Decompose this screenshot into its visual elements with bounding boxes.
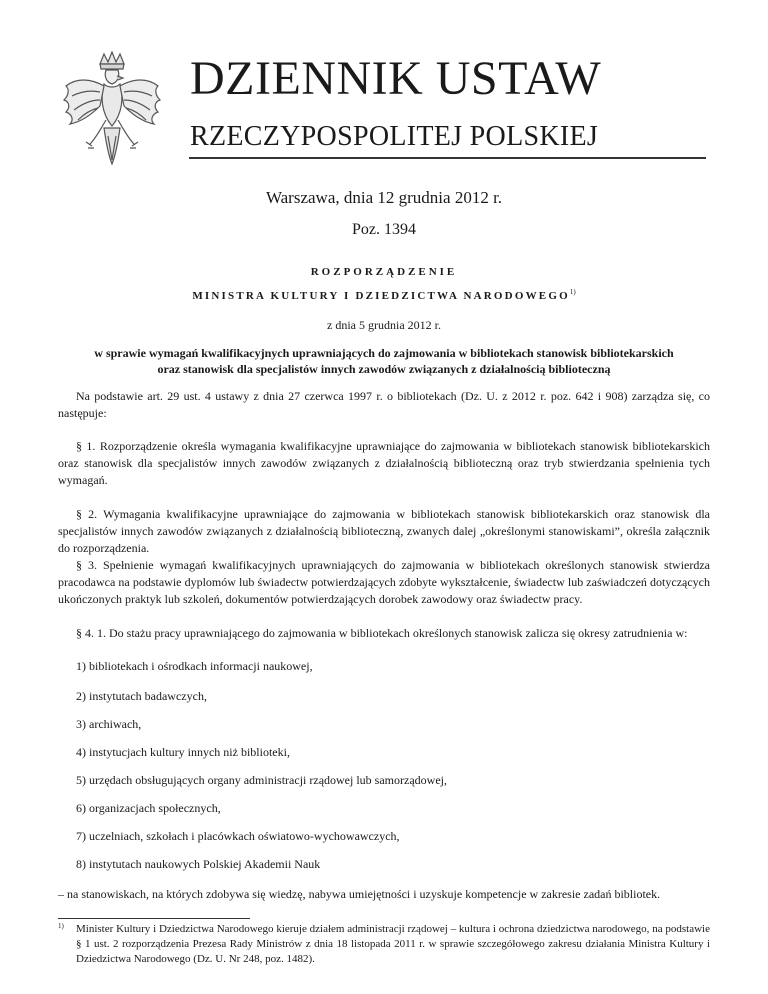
footnote-divider [58,918,250,919]
act-type: ROZPORZĄDZENIE [310,266,458,278]
act-subject-line-1: w sprawie wymagań kwalifikacyjnych uprawniających do zajmowania w bibliotekach stanowisk bibliotekarskich [94,346,674,360]
paragraph-4-closing: – na stanowiskach, na których zdobywa się wiedzę, nabywa umiejętności i uzyskuje kompetencje w zakresie zadań bibliotek. [58,887,661,901]
footnote-reference: 1) [569,288,576,296]
list-item: 4) instytucjach kultury innych niż biblioteki, [76,745,290,759]
journal-subtitle: RZECZYPOSPOLITEJ POLSKIEJ [190,121,599,152]
paragraph-4-intro: § 4. 1. Do stażu pracy uprawniającego do zajmowania w bibliotekach określonych stanowisk zalicza się okresy zatrudnienia w: [76,626,688,640]
act-issuer-text: MINISTRA KULTURY I DZIEDZICTWA NARODOWEGO [192,290,570,302]
title-divider [189,157,706,159]
act-issuer [0,288,768,302]
list-item: 8) instytutach naukowych Polskiej Akademii Nauk [76,857,321,871]
preamble: Na podstawie art. 29 ust. 4 ustawy z dnia 27 czerwca 1997 r. o bibliotekach (Dz. U. z 2012 r. poz. 642 i 908) zarządza się, co następuje: [58,389,710,420]
act-subject-line-2: oraz stanowisk dla specjalistów innych zawodów związanych z działalnością biblioteczną [157,362,611,376]
paragraph-1: § 1. Rozporządzenie określa wymagania kwalifikacyjne uprawniające do zajmowania w bibliotekach stanowisk bibliotekarskich oraz stanowisk dla specjalistów innych zawodów związanych z działalnością biblioteczną oraz tryb stwierdzania spełnienia tych wymagań. [58,439,710,487]
list-item: 5) urzędach obsługujących organy administracji rządowej lub samorządowej, [76,773,447,787]
paragraph-2: § 2. Wymagania kwalifikacyjne uprawniające do zajmowania w bibliotekach stanowisk bibliotekarskich oraz stanowisk dla specjalistów innych zawodów związanych z działalnością biblioteczną, zwanych dalej „określonymi stanowiskami”, określa załącznik do rozporządzenia. [58,507,710,555]
position-number: Poz. 1394 [352,221,416,238]
footnote-text: Minister Kultury i Dziedzictwa Narodowego kieruje działem administracji rządowej – kultura i ochrona dziedzictwa narodowego, na podstawie § 1 ust. 2 rozporządzenia Prezesa Rady Ministrów z dnia 18 listopada 2011 r. w sprawie szczegółowego zakresu działania Ministra Kultury i Dziedzictwa Narodowego (Dz. U. Nr 248, poz. 1482). [76,923,710,965]
footnote-mark: 1) [58,922,64,930]
list-item: 6) organizacjach społecznych, [76,801,221,815]
act-subject [58,345,710,377]
eagle-emblem-icon [60,50,164,168]
paragraph-3: § 3. Spełnienie wymagań kwalifikacyjnych uprawniających do zajmowania w bibliotekach określonych stanowisk stwierdza pracodawca na podstawie dyplomów lub świadectw potwierdzających zdobyte wykształcenie, świadectw lub zaświadczeń dotyczących ukończonych praktyk lub szkoleń, dokumentów potwierdzających dorobek zawodowy oraz świadectw pracy. [58,558,710,606]
act-date: z dnia 5 grudnia 2012 r. [327,318,441,332]
list-item: 1) bibliotekach i ośrodkach informacji naukowej, [76,659,313,673]
list-item: 3) archiwach, [76,717,142,731]
journal-title: DZIENNIK USTAW [190,52,602,105]
list-item: 7) uczelniach, szkołach i placówkach oświatowo-wychowawczych, [76,829,400,843]
dateline: Warszawa, dnia 12 grudnia 2012 r. [265,188,503,207]
list-item: 2) instytutach badawczych, [76,689,207,703]
